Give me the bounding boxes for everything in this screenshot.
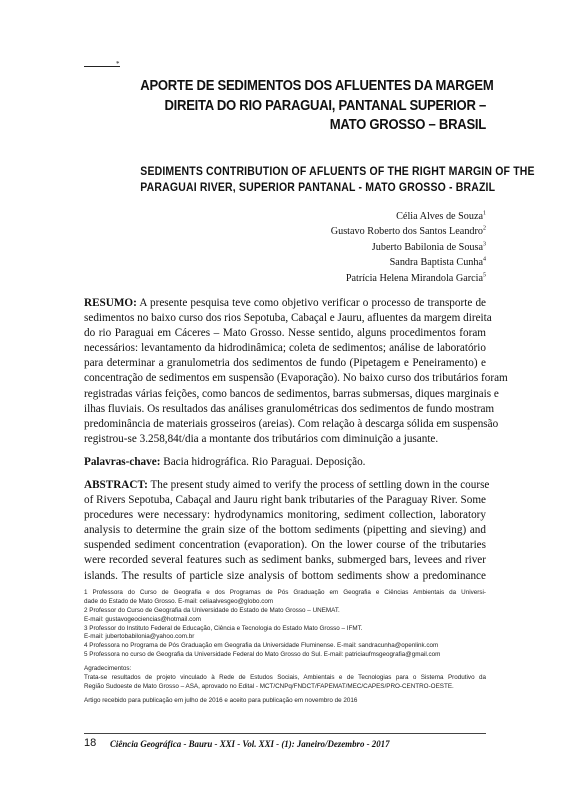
- abstract-line: were recorded several features such as sediment banks, submerged bars, levees and river: [84, 554, 486, 567]
- acknowledgements-line: Região Sudoeste de Mato Grosso – ASA, aprovado no Edital - MCT/CNPq/FNDCT/FAPEMAT/MEC/CAPES/PRO-CENTRO-OESTE.: [84, 682, 454, 690]
- acknowledgements-title: Agradecimentos:: [84, 665, 132, 673]
- resumo-line: predominância de materiais grosseiros (areias). Com relação à descarga sólida em suspensão: [84, 417, 499, 430]
- resumo-line: RESUMO: A presente pesquisa teve como objetivo verificar o processo de transporte de: [84, 297, 486, 309]
- footnote-line: 1 Professora do Curso de Geografia e dos Programas de Pós Graduação em Geografia e Ciências Ambientais da Universi-: [84, 589, 486, 596]
- footnote-line: E-mail: gustavogeociencias@hotmail.com: [84, 615, 201, 623]
- author: Patrícia Helena Mirandola Garcia$^5$: [345, 272, 486, 284]
- resumo-line: necessários: levantamento da hidrodinâmica; coleta de sedimentos; análise de laboratório: [84, 342, 486, 355]
- footer-rule: [84, 733, 486, 734]
- received-note: Artigo recebido para publicação em julho de 2016 e aceito para publicação em novembro de 2016: [84, 696, 358, 704]
- abstract-paragraph: [84, 478, 490, 584]
- author: Gustavo Roberto dos Santos Leandro$^2$: [330, 226, 486, 238]
- header-rule: [84, 66, 120, 67]
- title-pt-line: APORTE DE SEDIMENTOS DOS AFLUENTES DA MARGEM: [140, 77, 494, 94]
- journal-citation: Ciência Geográfica - Bauru - XXI - Vol. XXI - (1): Janeiro/Dezembro - 2017: [110, 739, 390, 749]
- resumo-line: para determinar a granulometria dos sedimentos de fundo (Pipetagem e Peneiramento) e: [84, 357, 486, 370]
- title-pt-line: MATO GROSSO – BRASIL: [329, 116, 486, 133]
- abstract-line: ABSTRACT: The present study aimed to verify the process of settling down in the course: [84, 479, 490, 491]
- keywords: [84, 455, 486, 470]
- resumo-line: sedimentos no baixo curso dos rios Sepotuba, Cabaçal e Jauru, afluentes da margem direita: [84, 312, 492, 325]
- footnote-line: 4 Professora no Programa de Pós Graduação em Geografia da Universidade Fluminense. E-mail: sandracunha@openlink.com: [84, 642, 439, 650]
- resumo-label: RESUMO:: [84, 297, 137, 309]
- title-en-line: SEDIMENTS CONTRIBUTION OF AFLUENTS OF THE RIGHT MARGIN OF THE: [140, 164, 535, 178]
- abstract-line: of Rivers Sepotuba, Cabaçal and Jauru right bank tributaries of the Paraguay River. Some: [84, 494, 486, 507]
- footnote-line: E-mail: jubertobabilonia@yahoo.com.br: [84, 633, 195, 641]
- abstract-line: suspended sediment concentration (evaporation). On the lower course of the tributaries: [84, 539, 486, 552]
- header-mark: *: [116, 60, 120, 68]
- author: Juberto Babilonia de Sousa$^3$: [371, 241, 486, 253]
- page-number: 18: [84, 737, 97, 749]
- abstract-label: ABSTRACT:: [84, 479, 148, 491]
- acknowledgements-line: Trata-se resultados de projeto vinculado à Rede de Estudos Sociais, Ambientais e de Tecnologias para o Sistema Produtivo da: [84, 674, 486, 682]
- footnote-line: 5 Professora no curso de Geografia da Universidade Federal do Mato Grosso do Sul. E-mail: patriciaufmsgeografia@gmail.com: [84, 651, 441, 659]
- abstract-line: procedures were necessary: hydrodynamics monitoring, sediment collection, laboratory: [84, 509, 486, 522]
- abstract-line: islands. The results of particle size analysis of bottom sediments show a predominance: [84, 569, 486, 582]
- author-list: [331, 209, 486, 286]
- resumo-line: ilhas fluviais. Os resultados das análises granulométricas dos sedimentos de fundo mostram: [84, 402, 495, 415]
- resumo-line: concentração de sedimentos em suspensão (Evaporação). No baixo curso dos tributários foram: [84, 372, 508, 385]
- keywords-text: Bacia hidrográfica. Rio Paraguai. Deposição.: [163, 456, 366, 468]
- resumo-line: registradas várias feições, como bancos de sedimentos, barras submersas, diques marginais e: [84, 387, 499, 400]
- footnote-line: 2 Professor do Curso de Geografia da Universidade do Estado de Mato Grosso – UNEMAT.: [84, 606, 340, 614]
- resumo-line: registrou-se 3.258,84t/dia a montante dos tributários com diminuição a jusante.: [84, 432, 439, 445]
- author: Célia Alves de Souza$^1$: [396, 210, 486, 222]
- footnotes: [84, 589, 486, 706]
- title-english: [140, 163, 535, 195]
- footnote-line: dade do Estado de Mato Grosso. E-mail: celiaalvesgeo@globo.com: [84, 597, 274, 605]
- author: Sandra Baptista Cunha$^4$: [389, 256, 486, 269]
- title-en-line: PARAGUAI RIVER, SUPERIOR PANTANAL - MATO GROSSO - BRAZIL: [140, 180, 496, 194]
- title-pt-line: DIREITA DO RIO PARAGUAI, PANTANAL SUPERIOR –: [164, 96, 486, 114]
- resumo-line: do rio Paraguai em Cáceres – Mato Grosso. Nesse sentido, alguns procedimentos foram: [84, 327, 486, 340]
- footnote-line: 3 Professor do Instituto Federal de Educação, Ciência e Tecnologia do Estado Mato Grosso – IFMT.: [84, 624, 363, 632]
- keywords-label: Palavras-chave:: [84, 456, 161, 468]
- resumo-paragraph: [84, 296, 508, 447]
- title-portuguese: [140, 76, 494, 135]
- abstract-line: analysis to determine the grain size of the bottom sediments (pipetting and sieving) and: [84, 524, 486, 537]
